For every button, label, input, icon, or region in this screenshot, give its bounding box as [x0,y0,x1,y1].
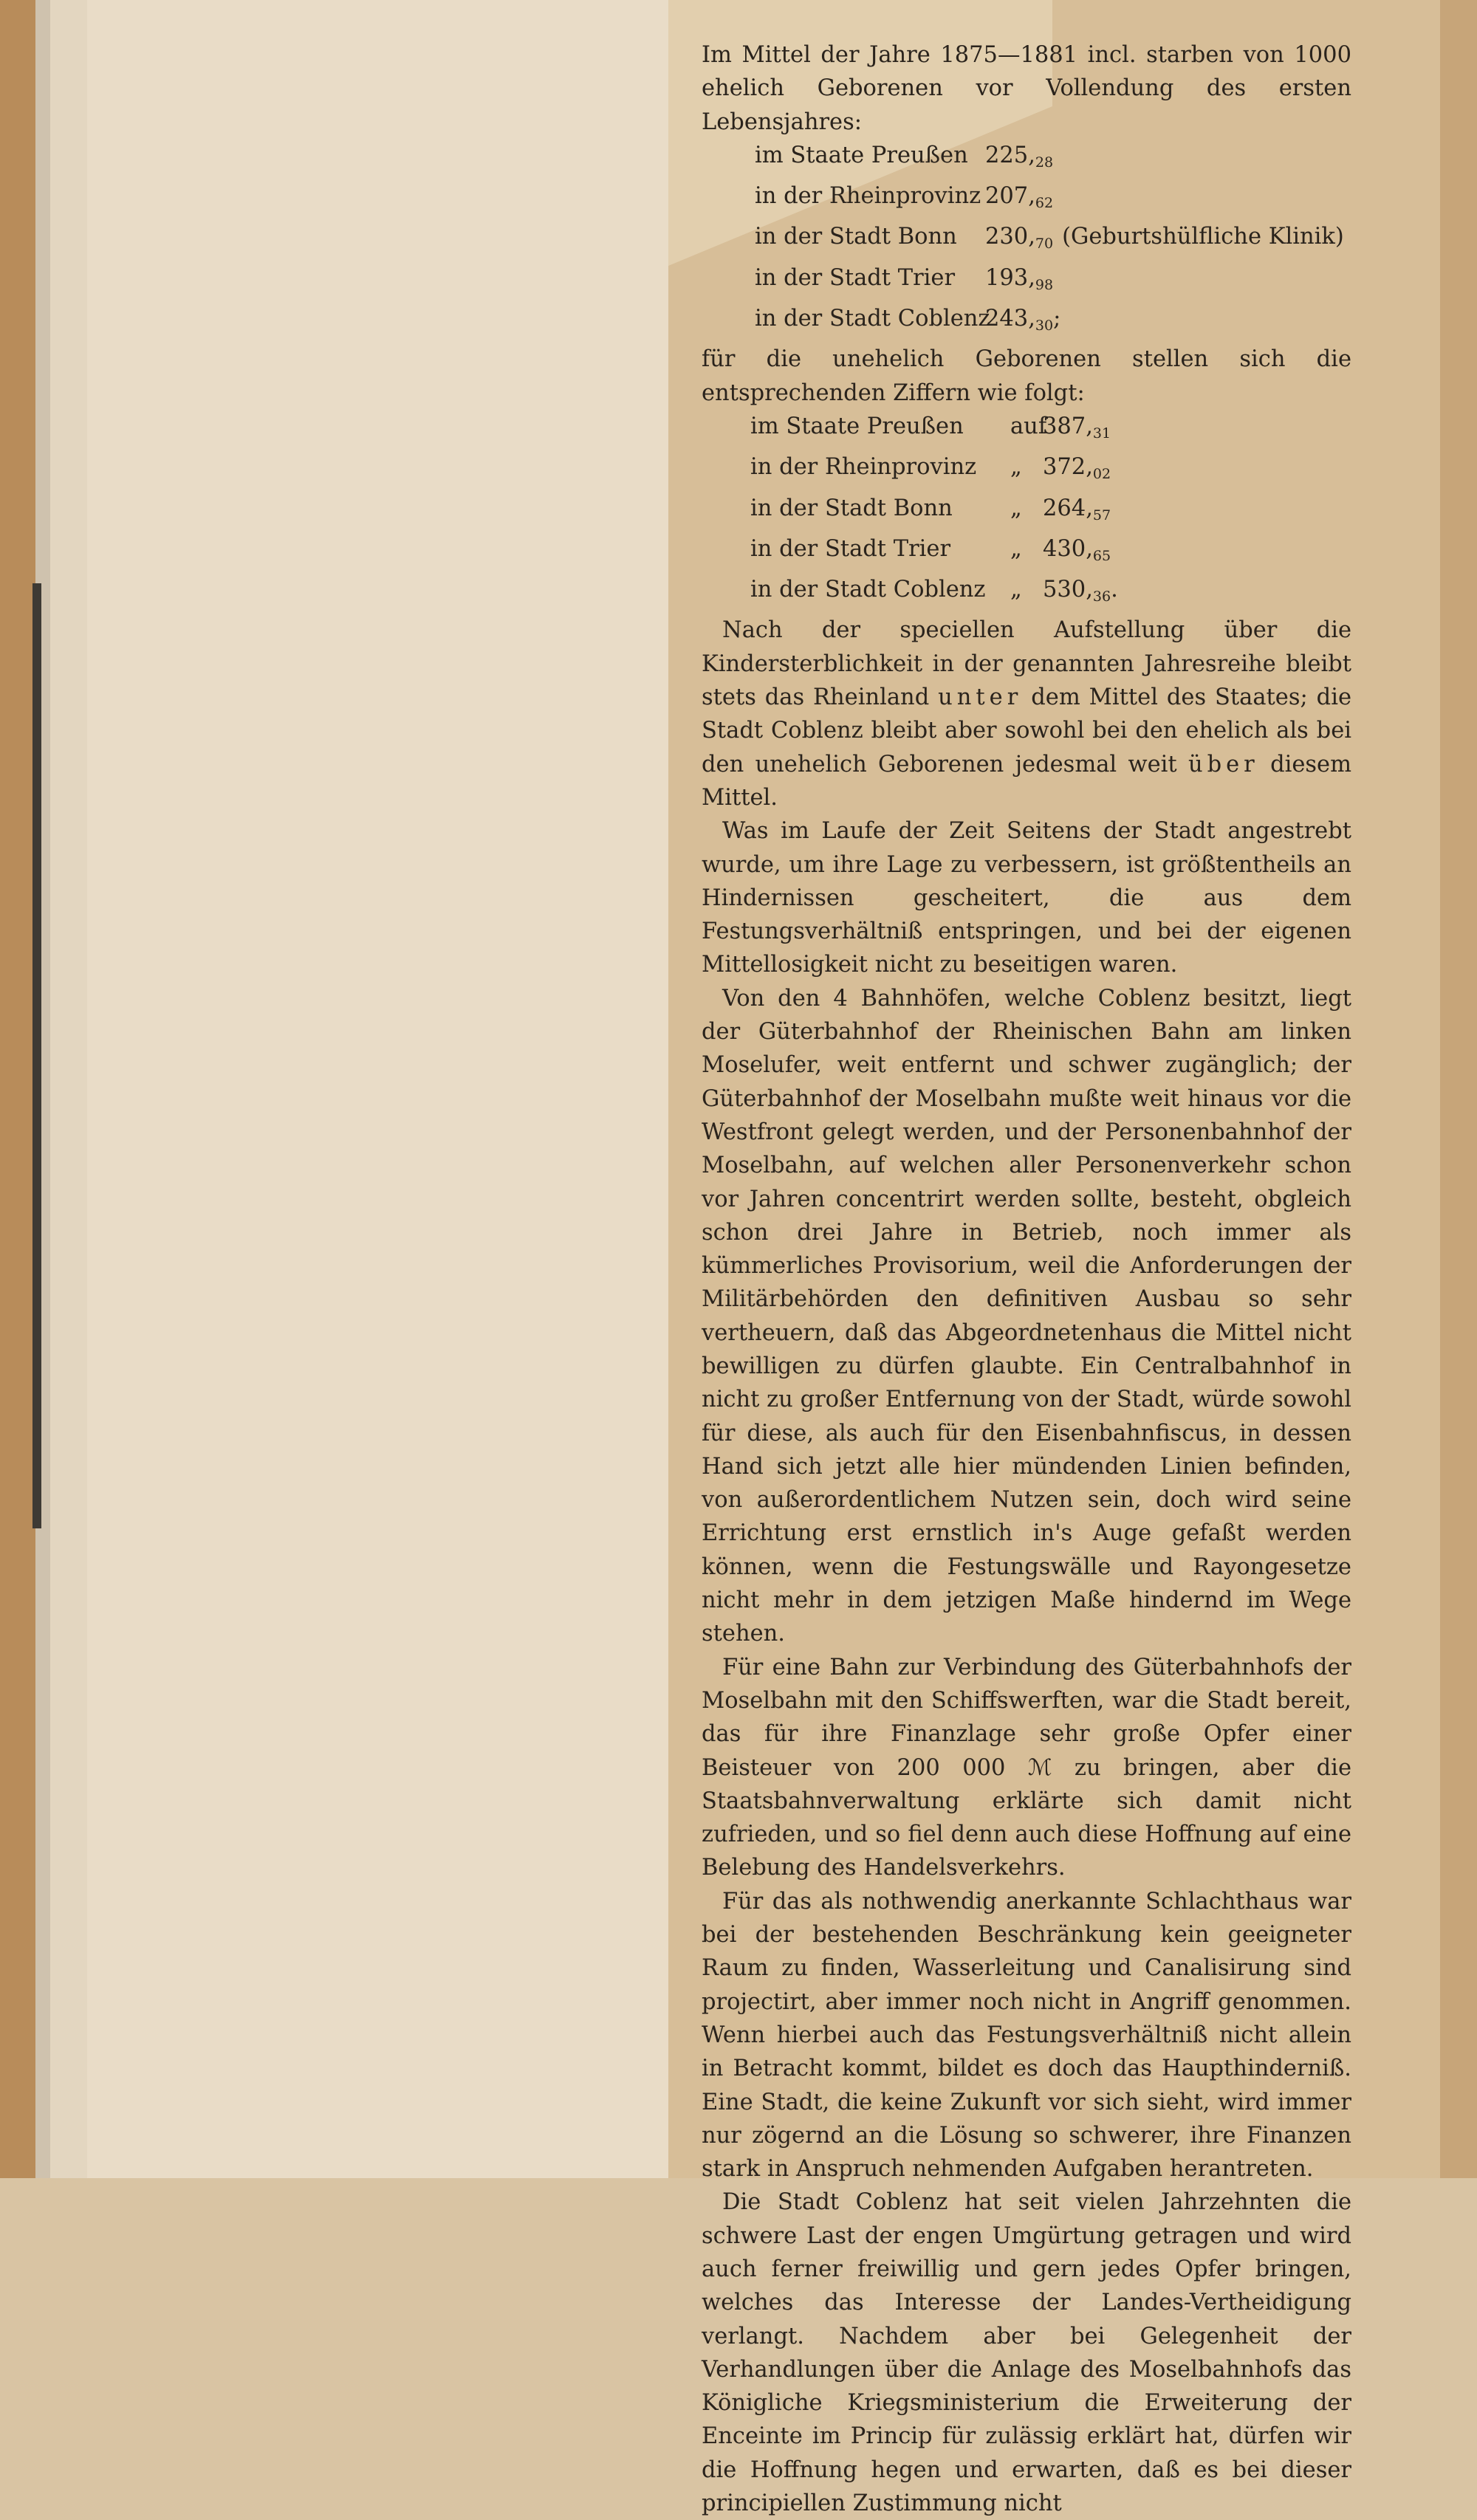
facing-page-bleedthrough [87,0,730,2178]
list-item: in der Stadt Bonn $230,_{70}$ (Geburtshülfliche Klinik) [755,224,1344,253]
list-item: in der Rheinprovinz $207,_{62}$ [755,183,1054,212]
list-item: in der Stadt Trier $193,_{98}$ [755,264,1054,293]
paragraph: Was im Laufe der Zeit Seitens der Stadt angestrebt wurde, um ihre Lage zu verbessern, ist größtentheils an Hindernissen gescheitert, die aus dem Festungsverhältniß entspringen, und bei der eigenen Mittellosigkeit nicht zu beseitigen waren. [702,818,1351,978]
list-item: in der Rheinprovinz „ $372,_{02}$ [750,454,1111,483]
binding-strip [50,0,87,2178]
paragraph: Im Mittel der Jahre 1875—1881 incl. starben von 1000 ehelich Geborenen vor Vollendung des ersten Lebensjahres: [702,42,1351,135]
paragraph: Die Stadt Coblenz hat seit vielen Jahrzehnten die schwere Last der engen Umgürtung getragen und wird auch ferner freiwillig und gern jedes Opfer bringen, welches das Interesse der Landes-Vertheidigung verlangt. Nachdem aber bei Gelegenheit der Verhandlungen über die Anlage des Moselbahnhofs das Königliche Kriegsministerium die Erweiterung der Enceinte im Princip für zulässig erklärt hat, dürfen wir die Hoffnung hegen und erwarten, daß es bei dieser principiellen Zustimmung nicht [702,2189,1351,2517]
list-item: in der Stadt Trier „ $430,_{65}$ [750,535,1111,564]
list-item: im Staate Preußen auf $387,_{31}$ [750,413,1111,442]
list-item: in der Stadt Coblenz „ $530,_{36}$ . [750,577,1118,605]
page-right-edge [1440,0,1477,2178]
page-body [702,38,1351,2520]
paragraph: Nach der speciellen Aufstellung über die Kindersterblichkeit in der genannten Jahresreihe bleibt stets das Rheinland unter dem Mittel des Staates; die Stadt Coblenz bleibt aber sowohl bei den ehelich als bei den unehelich Geborenen jedesmal weit über diesem Mittel. [702,617,1352,811]
paragraph: für die unehelich Geborenen stellen sich die entsprechenden Ziffern wie folgt: [702,346,1351,406]
mortality-list-illegitimate [702,410,1351,614]
binding-shadow [32,583,41,1528]
list-item: in der Stadt Bonn „ $264,_{57}$ [750,495,1111,523]
paragraph: Für eine Bahn zur Verbindung des Güterbahnhofs der Moselbahn mit den Schiffswerften, war die Stadt bereit, das für ihre Finanzlage sehr große Opfer einer Beisteuer von 200 000 ℳ zu bringen, aber die Staatsbahnverwaltung erklärte sich damit nicht zufrieden, und so fiel denn auch diese Hoffnung auf eine Belebung des Handelsverkehrs. [702,1654,1351,1881]
paragraph: Von den 4 Bahnhöfen, welche Coblenz besitzt, liegt der Güterbahnhof der Rheinischen Bahn am linken Moselufer, weit entfernt und schwer zugänglich; der Güterbahnhof der Moselbahn mußte weit hinaus vor die Westfront gelegt werden, und der Personenbahnhof der Moselbahn, auf welchen aller Personenverkehr schon vor Jahren concentrirt werden sollte, besteht, obgleich schon drei Jahre in Betrieb, noch immer als kümmerliches Provisorium, weil die Anforderungen der Militärbehörden den definitiven Ausbau so sehr vertheuern, daß das Abgeordnetenhaus die Mittel nicht bewilligen zu dürfen glaubte. Ein Centralbahnhof in nicht zu großer Entfernung von der Stadt, würde sowohl für diese, als auch für den Eisenbahnfiscus, in dessen Hand sich jetzt alle hier mündenden Linien befinden, von außerordentlichem Nutzen sein, doch wird seine Errichtung erst ernstlich in's Auge gefaßt werden können, wenn die Festungswälle und Rayongesetze nicht mehr in dem jetzigen Maße hindernd im Wege stehen. [702,985,1351,1647]
mortality-list-legitimate [702,139,1351,343]
list-item: in der Stadt Coblenz $243,_{30}$ ; [755,306,1061,334]
scan-binding-edge [0,0,35,2178]
paragraph: Für das als nothwendig anerkannte Schlachthaus war bei der bestehenden Beschränkung kein geeigneter Raum zu finden, Wasserleitung und Canalisirung sind projectirt, aber immer noch nicht in Angriff genommen. Wenn hierbei auch das Festungsverhältniß nicht allein in Betracht kommt, bildet es doch das Haupthinderniß. Eine Stadt, die keine Zukunft vor sich sieht, wird immer nur zögernd an die Lösung so schwerer, ihre Finanzen stark in Anspruch nehmenden Aufgaben herantreten. [702,1888,1351,2183]
list-item: im Staate Preußen $225,_{28}$ [755,142,1054,171]
